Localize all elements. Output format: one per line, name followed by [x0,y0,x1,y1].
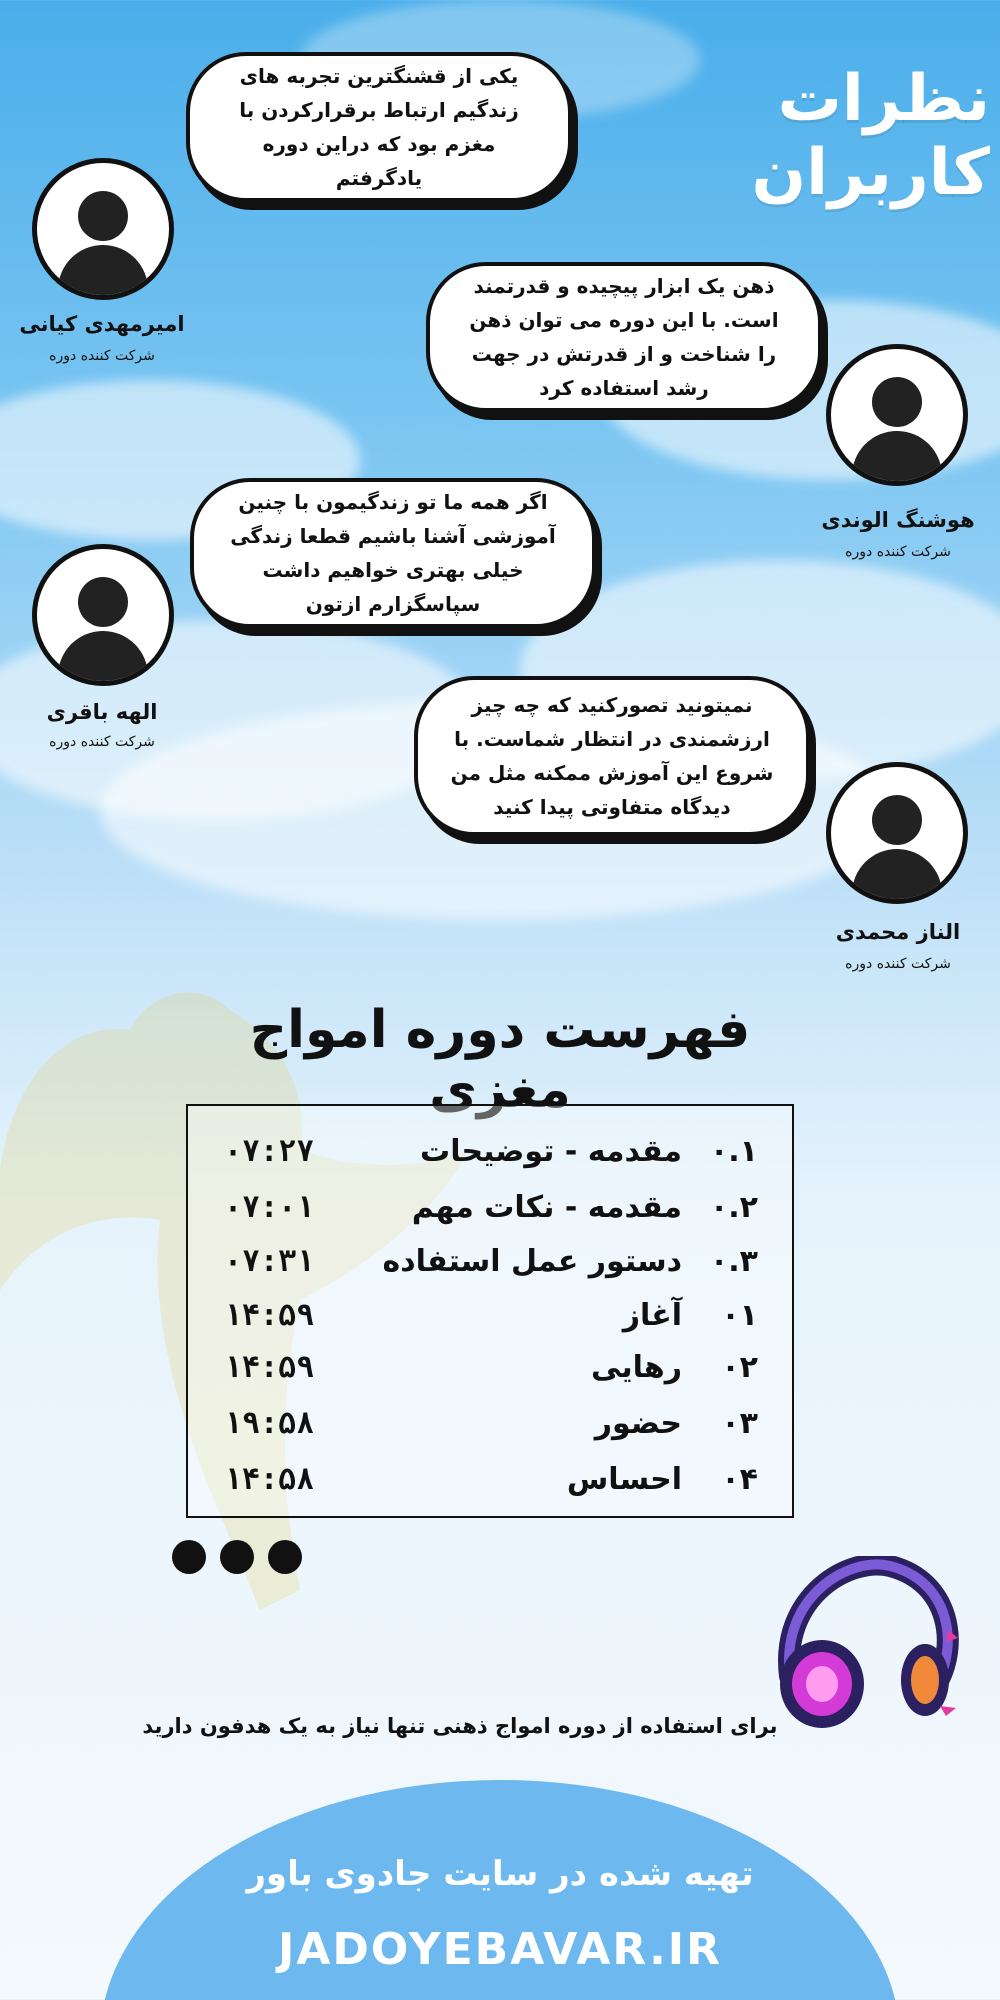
course-row-number: ۰۱ [721,1298,758,1333]
testimonial-name: امیرمهدی کیانی [19,312,185,336]
testimonial-bubble-2 [426,262,822,412]
headphone-note: برای استفاده از دوره امواج ذهنی تنها نیاز به یک هدفون دارید [142,1714,778,1738]
course-row-label: حضور [594,1406,682,1441]
footer-credit: تهیه شده در سایت جادوی باور [246,1854,754,1894]
course-row [188,1454,792,1510]
course-list-title: فهرست دوره امواج مغزی [249,1000,751,1120]
course-row [188,1398,792,1454]
testimonial-bubble-4 [414,676,810,836]
course-row-duration: ۱۹:۵۸ [224,1406,315,1441]
testimonial-role: شرکت کننده دوره [49,734,155,750]
avatar [826,344,968,486]
headphones-icon [760,1556,960,1736]
testimonial-text: ذهن یک ابزار پیچیده و قدرتمند است. با این دوره می توان ذهن را شناخت و از قدرتش در جهت رشد استفاده کرد [469,274,779,400]
course-row-duration: ۱۴:۵۸ [224,1462,315,1497]
course-row [188,1182,792,1238]
course-row [188,1236,792,1292]
course-row-duration: ۰۷:۲۷ [224,1134,315,1169]
course-row [188,1342,792,1398]
testimonial-name: الناز محمدی [835,920,961,944]
testimonial-text: نمیتونید تصورکنید که چه چیز ارزشمندی در انتظار شماست. با شروع این آموزش ممکنه مثل من دیدگاه متفاوتی پیدا کنید [450,693,774,819]
course-row-label: دستور عمل استفاده [382,1244,682,1279]
testimonial-role: شرکت کننده دوره [845,956,951,972]
testimonial-name: هوشنگ الوندی [821,508,975,532]
course-row-duration: ۰۷:۳۱ [224,1244,315,1279]
avatar [32,544,174,686]
avatar [826,762,968,904]
course-row-label: مقدمه - نکات مهم [411,1190,682,1225]
testimonial-text: یکی از قشنگترین تجربه های زندگیم ارتباط برقرارکردن با مغزم بود که دراین دوره یادگرفتم [239,64,519,190]
testimonial-role: شرکت کننده دوره [845,544,951,560]
course-row-label: رهایی [591,1350,682,1385]
course-row [188,1290,792,1346]
testimonials-title: نظرات کاربران [751,62,990,210]
course-row-label: آغاز [622,1298,682,1333]
course-row-number: ۰.۳ [709,1244,758,1279]
avatar [32,158,174,300]
testimonial-role: شرکت کننده دوره [49,348,155,364]
course-row-number: ۰.۲ [709,1190,758,1225]
footer-website-link[interactable]: JADOYEBAVAR.IR [277,1924,723,1975]
testimonial-text: اگر همه ما تو زندگیمون با چنین آموزشی آشنا باشیم قطعا زندگی خیلی بهتری خواهیم داشت سپاسگزارم ازتون [230,490,556,616]
course-row [188,1126,792,1182]
testimonial-bubble-3 [190,478,596,628]
course-row-duration: ۰۷:۰۱ [224,1190,315,1225]
course-row-label: احساس [566,1462,682,1497]
testimonial-name: الهه باقری [46,700,158,724]
course-row-number: ۰۴ [721,1462,758,1497]
course-row-label: مقدمه - توضیحات [420,1134,682,1169]
course-row-number: ۰.۱ [709,1134,758,1169]
more-dot [172,1540,206,1574]
testimonial-bubble-1 [186,52,572,202]
course-row-duration: ۱۴:۵۹ [224,1350,315,1385]
course-row-number: ۰۳ [721,1406,758,1441]
course-row-number: ۰۲ [721,1350,758,1385]
more-dot [268,1540,302,1574]
course-list-table [186,1104,794,1518]
more-dot [220,1540,254,1574]
course-row-duration: ۱۴:۵۹ [224,1298,315,1333]
